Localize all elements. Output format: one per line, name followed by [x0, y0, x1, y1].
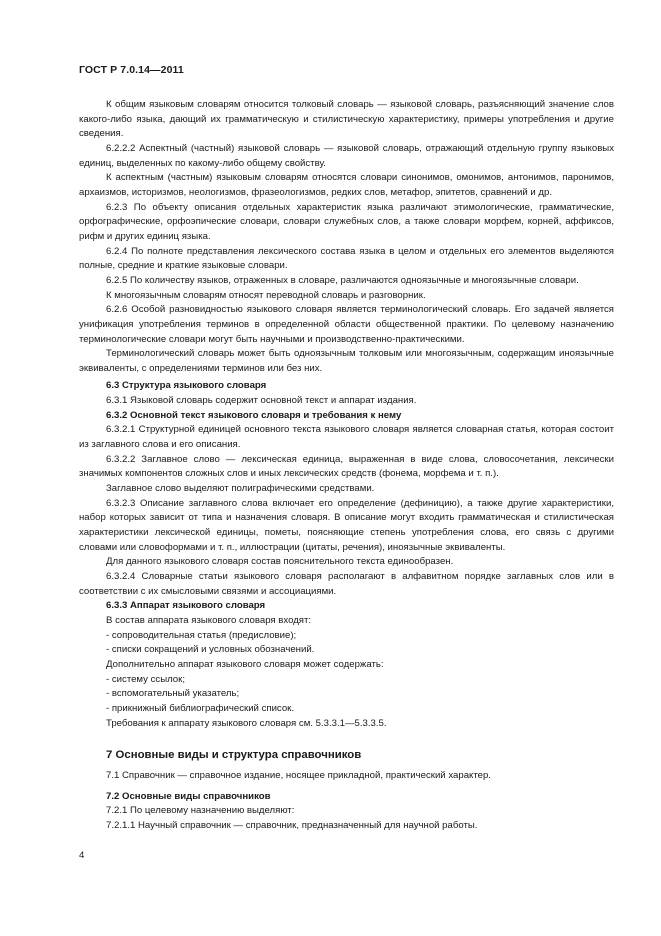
subsection-heading: 7.2 Основные виды справочников: [106, 790, 271, 802]
document-body: [79, 98, 614, 834]
paragraph: 6.2.6 Особой разновидностью языкового словаря является терминологический словарь. Его задачей является унификация употребления терминов в определенной области общественной практики. По целевому назначению терминологические словари могут быть научными и производственно-практическими.: [79, 304, 614, 345]
paragraph: 7.2.1 По целевому назначению выделяют:: [106, 805, 295, 817]
paragraph: Терминологический словарь может быть одноязычным толковым или многоязычным, содержащим иноязычные эквиваленты, с определениями терминов или без них.: [79, 348, 614, 374]
paragraph: К общим языковым словарям относится толковый словарь — языковой словарь, разъясняющий значение слов какого-либо языка, дающий их грамматическую и стилистическую характеристику, примеры употребления и другие сведения.: [79, 99, 614, 140]
standard-header: ГОСТ Р 7.0.14—2011: [79, 64, 184, 76]
paragraph: К аспектным (частным) языковым словарям относятся словари синонимов, омонимов, антонимов, паронимов, архаизмов, историзмов, неологизмов, фразеологизмов, редких слов, метафор, эпитетов, сравнений и др.: [79, 172, 614, 198]
paragraph: 6.3.2.2 Заглавное слово — лексическая единица, выраженная в виде слова, словосочетания, лексически значимых компонентов сложных слов и иных лексических средств (фонема, морфема и т. п.).: [79, 453, 614, 480]
list-item: - прикнижный библиографический список.: [106, 702, 295, 714]
paragraph: 6.3.1 Языковой словарь содержит основной текст и аппарат издания.: [106, 395, 417, 407]
paragraph: 6.3.2.1 Структурной единицей основного текста языкового словаря является словарная статья, которая состоит из заглавного слова и его описания.: [79, 424, 614, 451]
subsection-heading: 6.3.2 Основной текст языкового словаря и требования к нему: [106, 409, 402, 421]
paragraph: 6.2.3 По объекту описания отдельных характеристик языка различают этимологические, грамматические, орфографические, орфоэпические словари, словари служебных слов, а также словари морфем, корней, аффиксов, рифм и других единиц языка.: [79, 201, 614, 242]
paragraph: 7.2.1.1 Научный справочник — справочник, предназначенный для научной работы.: [106, 819, 478, 831]
paragraph: Дополнительно аппарат языкового словаря может содержать:: [106, 658, 384, 670]
paragraph: В состав аппарата языкового словаря входят:: [106, 614, 312, 626]
paragraph: 6.2.4 По полноте представления лексического состава языка в целом и отдельных его элементов выделяются полные, средние и краткие языковые словари.: [79, 245, 614, 272]
subsection-heading: 6.3 Структура языкового словаря: [106, 380, 267, 392]
list-item: - списки сокращений и условных обозначений.: [106, 644, 315, 656]
paragraph: Заглавное слово выделяют полиграфическими средствами.: [106, 483, 375, 495]
paragraph: 6.3.2.3 Описание заглавного слова включает его определение (дефиницию), а также другие характеристики, набор которых зависит от типа и назначения словаря. В описание могут входить грамматическая и стилистическая характеристики лексической единицы, пометы, поясняющие степень употребления слова, его связь с другими словами или словоформами и т. п., иллюстрации (цитаты, речения), иноязычные эквиваленты.: [79, 497, 614, 553]
section-heading: 7 Основные виды и структура справочников: [106, 749, 362, 762]
paragraph: 6.2.5 По количеству языков, отраженных в словаре, различаются одноязычные и многоязычные словари.: [106, 274, 579, 286]
list-item: - вспомогательный указатель;: [106, 688, 240, 700]
paragraph: 6.3.2.4 Словарные статьи языкового словаря располагают в алфавитном порядке заглавных слов или в соответствии с их смысловыми связями и ассоциациями.: [79, 571, 614, 597]
paragraph: Для данного языкового словаря состав пояснительного текста единообразен.: [106, 556, 454, 568]
paragraph: 6.2.2.2 Аспектный (частный) языковой словарь — языковой словарь, отражающий отдельную группу языковых единиц, выделенных по какому-либо общему свойству.: [79, 142, 614, 169]
paragraph: 7.1 Справочник — справочное издание, носящее прикладной, практический характер.: [106, 769, 491, 781]
list-item: - сопроводительная статья (предисловие);: [106, 629, 297, 641]
list-item: - систему ссылок;: [106, 673, 185, 685]
subsection-heading: 6.3.3 Аппарат языкового словаря: [106, 600, 266, 612]
paragraph: К многоязычным словарям относят переводной словарь и разговорник.: [106, 289, 426, 301]
paragraph: Требования к аппарату языкового словаря см. 5.3.3.1—5.3.3.5.: [106, 717, 387, 729]
page-number: 4: [79, 850, 85, 861]
